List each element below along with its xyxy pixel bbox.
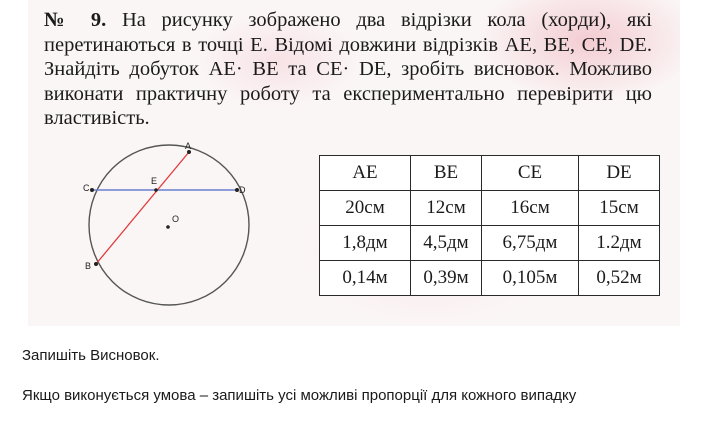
header-ae: AE [320,156,411,191]
label-c: C [83,183,90,193]
cell: 1,8дм [320,226,411,261]
chord-ab [96,152,189,264]
cell: 0,105м [482,261,579,296]
circle [89,145,249,305]
cell: 0,39м [411,261,482,296]
cell: 0,52м [579,261,660,296]
label-a: A [185,141,192,151]
point-e [154,188,158,192]
proportions-instruction: Якщо виконується умова – запишіть усі можливі пропорції для кожного випадку [22,387,577,404]
conclusion-instruction: Запишіть Висновок. [22,347,160,364]
problem-statement: На рисунку зображено два відрізки кола (хорди), які перетинаються в точці Е. Відомі довжини відрізків AE, BE, CE, DE. Знайдіть добуток AE· BE та CE· DE, зробіть висновок. Можливо виконати практичну роботу та експериментально перевірити цю властивість. [44,9,652,130]
cell: 20см [320,191,411,226]
label-d: D [239,185,246,195]
header-ce: CE [482,156,579,191]
label-b: B [85,261,92,271]
cell: 12см [411,191,482,226]
point-c [90,188,94,192]
header-de: DE [579,156,660,191]
table-row [320,191,660,226]
header-be: BE [411,156,482,191]
point-b [94,262,98,266]
problem-number: № 9. [44,9,107,31]
problem-text [44,8,652,131]
label-o: O [172,214,180,224]
cell: 1.2дм [579,226,660,261]
cell: 15см [579,191,660,226]
cell: 4,5дм [411,226,482,261]
segment-lengths-table [319,155,660,296]
table-row [320,261,660,296]
center-o [166,225,170,229]
cell: 0,14м [320,261,411,296]
circle-chords-figure [82,138,252,313]
table-row [320,226,660,261]
table-header-row [320,156,660,191]
cell: 16см [482,191,579,226]
cell: 6,75дм [482,226,579,261]
label-e: E [151,176,158,186]
